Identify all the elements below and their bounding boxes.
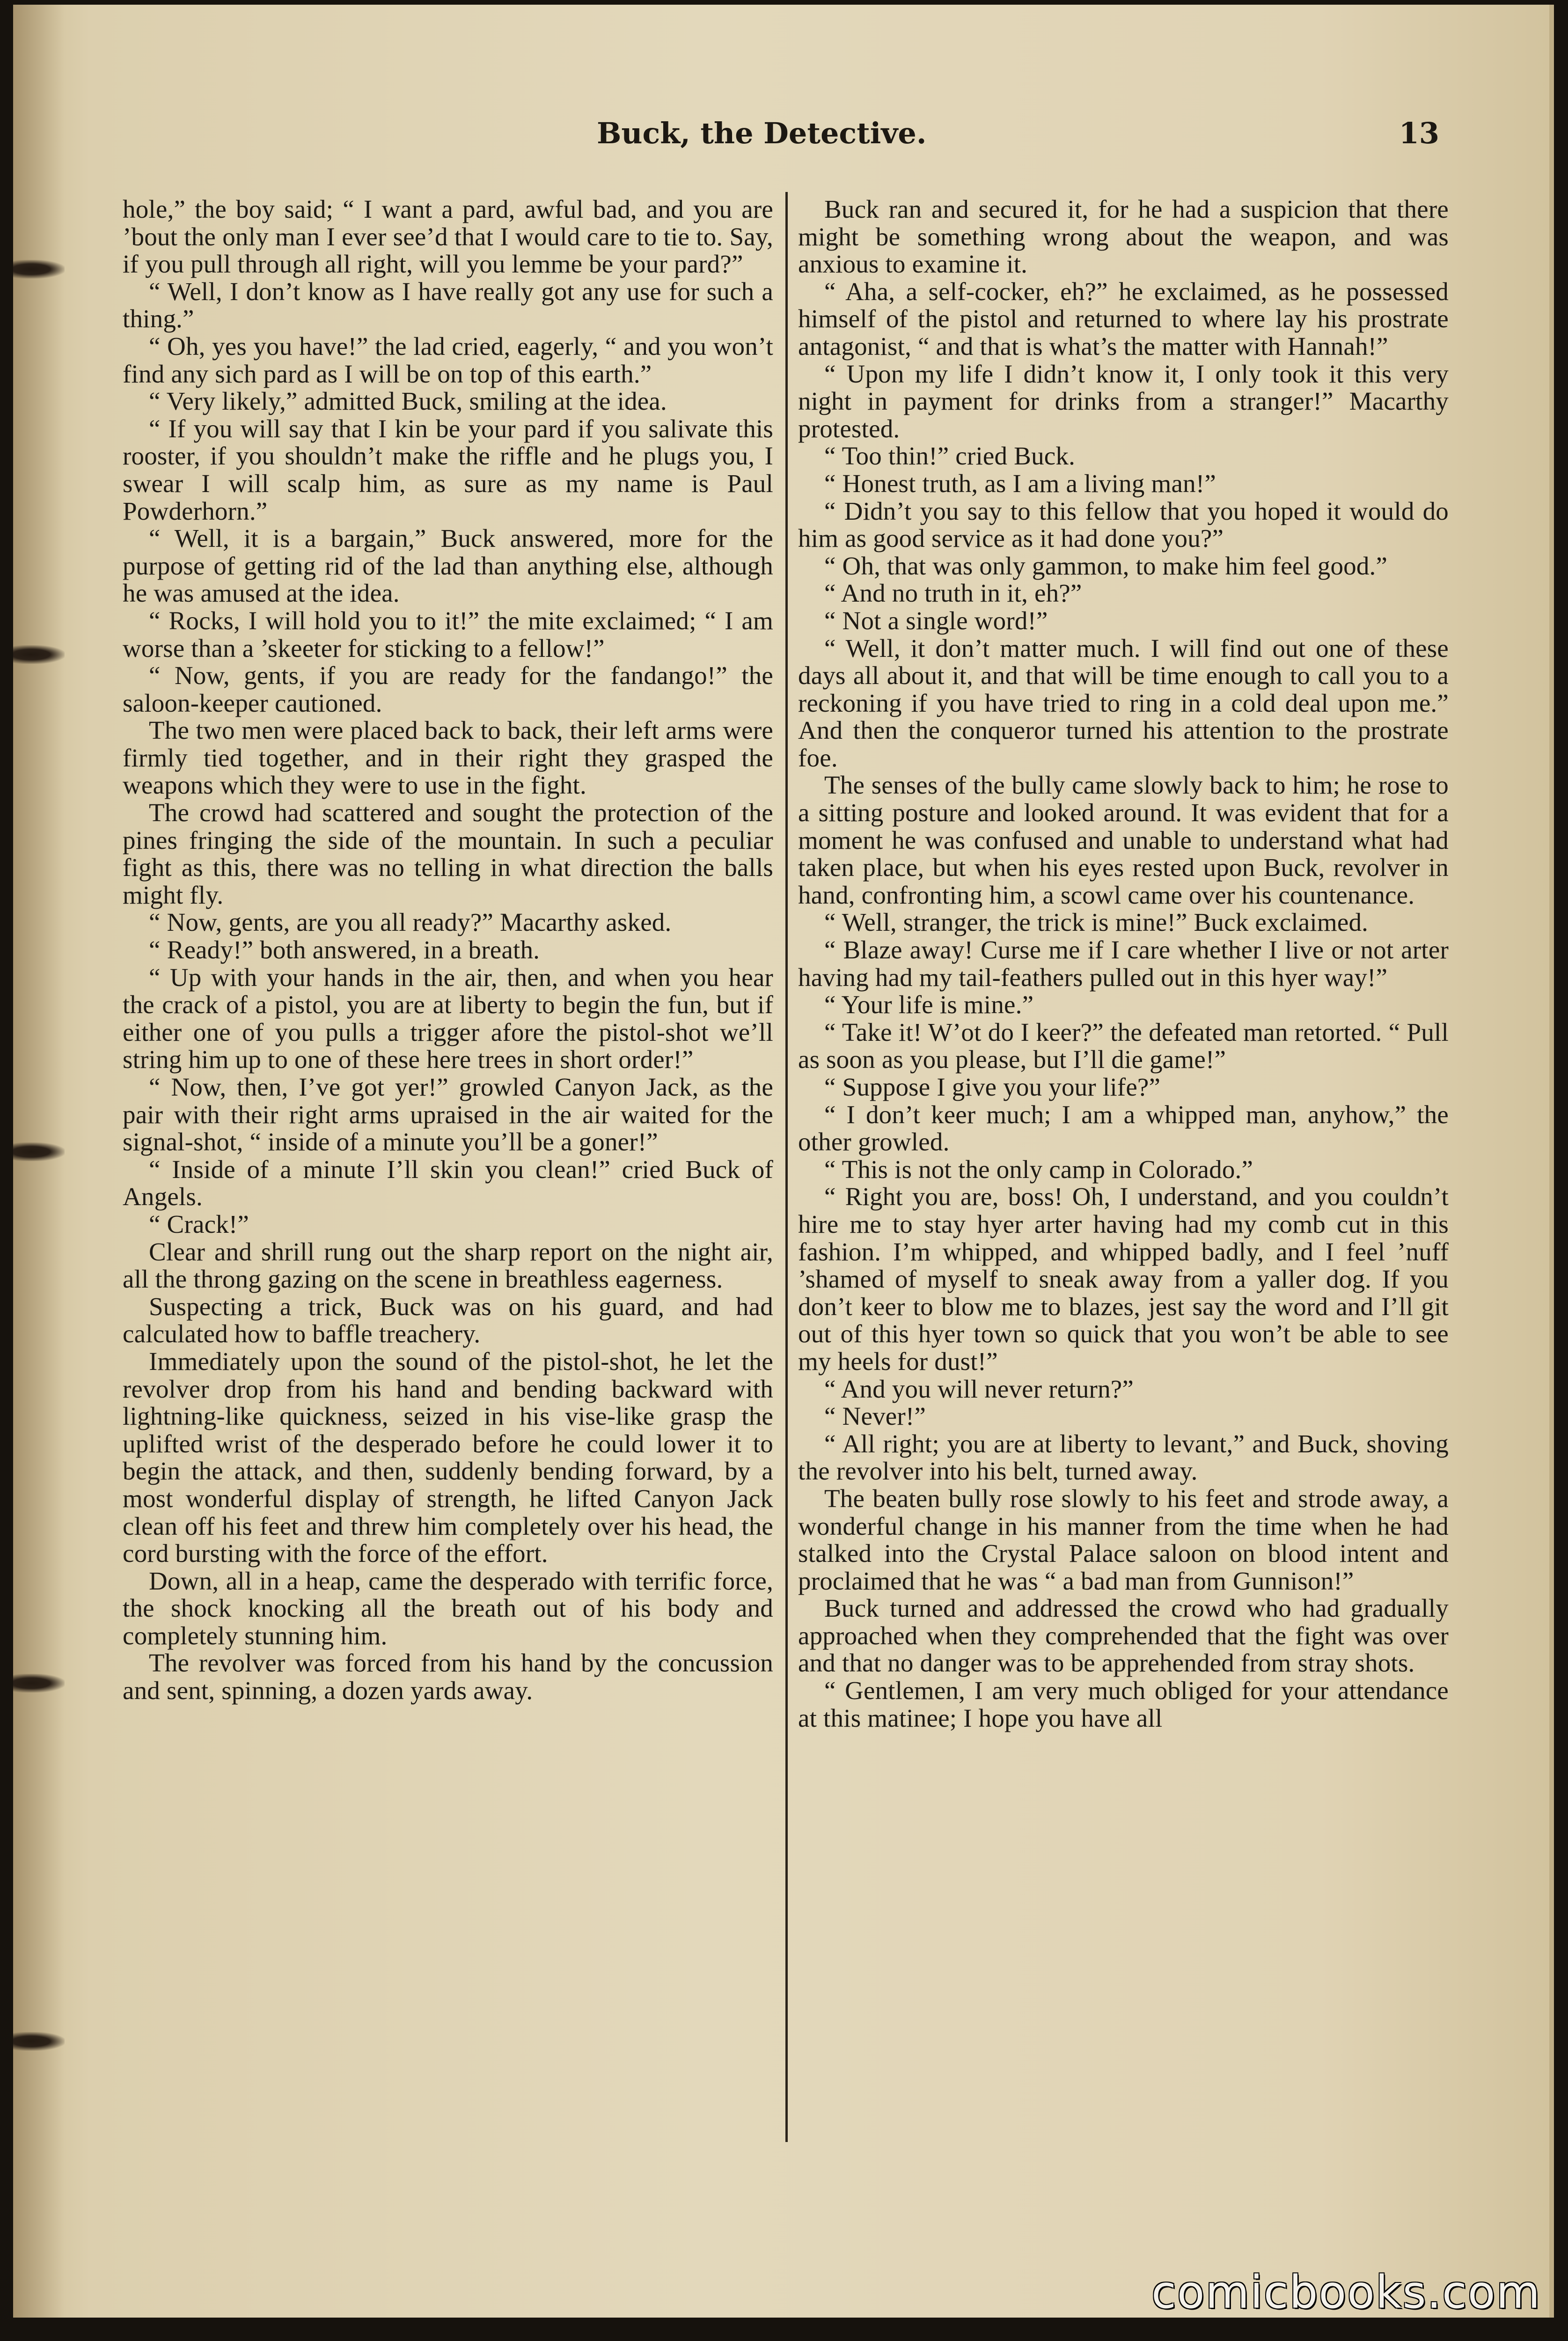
paragraph: Immediately upon the sound of the pistol-shot, he let the revolver drop from his hand and bending backward with lightning-like quickness, seized in his vise-like grasp the uplifted wrist of the desperado before he could lower it to begin the attack, and then, suddenly bending forward, by a most wonderful display of strength, he lifted Canyon Jack clean off his feet and threw him completely over his head, the cord bursting with the force of the effort. — [123, 1347, 773, 1568]
paragraph: “ Now, then, I’ve got yer!” growled Canyon Jack, as the pair with their right arms upraised in the air waited for the signal-shot, “ inside of a minute you’ll be a goner!” — [123, 1073, 773, 1156]
paragraph: “ Very likely,” admitted Buck, smiling at the idea. — [149, 387, 667, 416]
paragraph: hole,” the boy said; “ I want a pard, awful bad, and you are ’bout the only man I ever see’d that I would care to tie to. Say, if you pull through all right, will you lemme be your pard?” — [123, 196, 773, 279]
paragraph: “ If you will say that I kin be your pard if you salivate this rooster, if you shouldn’t make the riffle and he plugs you, I swear I will scalp him, as sure as my name is Paul Powderhorn.” — [123, 414, 773, 525]
paragraph: “ Well, stranger, the trick is mine!” Buck exclaimed. — [824, 908, 1369, 937]
paragraph: Suspecting a trick, Buck was on his guard, and had calculated how to baffle treachery. — [123, 1292, 773, 1348]
paragraph: “ Rocks, I will hold you to it!” the mite exclaimed; “ I am worse than a ’skeeter for sticking to a fellow!” — [123, 606, 773, 663]
paragraph: “ This is not the only camp in Colorado.” — [824, 1155, 1253, 1184]
paragraph: “ Upon my life I didn’t know it, I only took it this very night in payment for drinks from a stranger!” Macarthy protested. — [798, 359, 1449, 443]
column-rule — [785, 192, 788, 2142]
paragraph: “ Crack!” — [149, 1209, 249, 1238]
paragraph: “ Ready!” both answered, in a breath. — [149, 935, 540, 964]
paragraph: “ Suppose I give you your life?” — [824, 1073, 1161, 1101]
right-column — [798, 196, 1449, 2153]
paragraph: The senses of the bully came slowly back to him; he rose to a sitting posture and looked around. It was evident that for a moment he was confused and unable to understand what had taken place, but when his eyes rested upon Buck, revolver in hand, confronting him, a scowl came over his countenance. — [798, 771, 1449, 909]
paragraph: The crowd had scattered and sought the protection of the pines fringing the side of the mountain. In such a peculiar fight as this, there was no telling in what direction the balls might fly. — [123, 798, 773, 909]
paragraph: “ Never!” — [824, 1402, 926, 1431]
binding-stitch — [13, 645, 65, 664]
paragraph: “ Well, it is a bargain,” Buck answered, more for the purpose of getting rid of the lad than anything else, although he was amused at the idea. — [123, 524, 773, 608]
paragraph: “ Too thin!” cried Buck. — [824, 442, 1076, 471]
paragraph: “ And you will never return?” — [824, 1374, 1134, 1403]
paragraph: The beaten bully rose slowly to his feet and strode away, a wonderful change in his manner from the time when he had stalked into the Crystal Palace saloon on blood intent and proclaimed that he was “ a bad man from Gunnison!” — [798, 1484, 1449, 1595]
paragraph: “ Blaze away! Curse me if I care whether I live or not arter having had my tail-feathers pulled out in this hyer way!” — [798, 935, 1449, 992]
paragraph: “ Oh, yes you have!” the lad cried, eagerly, “ and you won’t find any sich pard as I will be on top of this earth.” — [123, 331, 773, 388]
paragraph: “ And no truth in it, eh?” — [824, 579, 1082, 608]
paragraph: “ Well, I don’t know as I have really got any use for such a thing.” — [123, 277, 773, 333]
paragraph: Buck ran and secured it, for he had a suspicion that there might be something wrong about the weapon, and was anxious to examine it. — [798, 196, 1449, 279]
paragraph: “ All right; you are at liberty to levant,” and Buck, shoving the revolver into his belt, turned away. — [798, 1429, 1449, 1486]
paragraph: Buck turned and addressed the crowd who had gradually approached when they comprehended that the fight was over and that no danger was to be apprehended from stray shots. — [798, 1594, 1449, 1678]
paragraph: “ Well, it don’t matter much. I will find out one of these days all about it, and that will be time enough to call you to a reckoning if you have tried to ring in a cold deal upon me.” And then the conqueror turned his attention to the prostrate foe. — [798, 633, 1449, 772]
binding-stitch — [13, 2032, 65, 2051]
paragraph: “ Your life is mine.” — [824, 990, 1034, 1019]
paragraph: “ Now, gents, are you all ready?” Macarthy asked. — [149, 908, 672, 937]
paragraph: “ Inside of a minute I’ll skin you clean!” cried Buck of Angels. — [123, 1155, 773, 1211]
paragraph: Clear and shrill rung out the sharp report on the night air, all the throng gazing on the scene in breathless eagerness. — [123, 1237, 773, 1294]
binding-stitch — [13, 1674, 65, 1693]
site-watermark: comicbooks.com — [1151, 2266, 1541, 2319]
paragraph: “ Didn’t you say to this fellow that you hoped it would do him as good service as it had done you?” — [798, 496, 1449, 553]
paragraph: The two men were placed back to back, their left arms were firmly tied together, and in their right they grasped the weapons which they were to use in the fight. — [123, 716, 773, 800]
running-header — [597, 116, 1439, 163]
binding-stitch — [13, 260, 65, 279]
page-number: 13 — [1399, 116, 1439, 150]
paragraph: “ Now, gents, if you are ready for the fandango!” the saloon-keeper cautioned. — [123, 661, 773, 717]
paragraph: “ I don’t keer much; I am a whipped man, anyhow,” the other growled. — [798, 1100, 1449, 1156]
binding-stitch — [13, 1142, 65, 1161]
paragraph: “ Not a single word!” — [824, 606, 1048, 635]
paragraph: “ Take it! W’ot do I keer?” the defeated man retorted. “ Pull as soon as you please, but I’ll die game!” — [798, 1017, 1449, 1074]
paragraph: “ Aha, a self-cocker, eh?” he exclaimed, as he possessed himself of the pistol and returned to where lay his prostrate antagonist, “ and that is what’s the matter with Hannah!” — [798, 277, 1449, 361]
paragraph: Down, all in a heap, came the desperado with terrific force, the shock knocking all the breath out of his body and completely stunning him. — [123, 1566, 773, 1650]
left-column — [123, 196, 773, 2153]
paragraph: The revolver was forced from his hand by the concussion and sent, spinning, a dozen yards away. — [123, 1649, 773, 1705]
paragraph: “ Gentlemen, I am very much obliged for your attendance at this matinee; I hope you have all — [798, 1676, 1449, 1732]
paragraph: “ Oh, that was only gammon, to make him feel good.” — [824, 551, 1388, 580]
paragraph: “ Up with your hands in the air, then, and when you hear the crack of a pistol, you are at liberty to begin the fun, but if either one of you pulls a trigger afore the pistol-shot we’ll string him up to one of these here trees in short order!” — [123, 963, 773, 1074]
paragraph: “ Honest truth, as I am a living man!” — [824, 469, 1216, 498]
page-gutter-shadow — [13, 5, 65, 2318]
running-title: Buck, the Detective. — [597, 116, 927, 150]
paragraph: “ Right you are, boss! Oh, I understand, and you couldn’t hire me to stay hyer arter having had my comb cut in this fashion. I’m whipped, and whipped badly, and I feel ’nuff ’shamed of myself to sneak away from a yaller dog. If you don’t keer to blow me to blazes, jest say the word and I’ll git out of this hyer town so quick that you won’t be able to see my heels for dust!” — [798, 1182, 1449, 1376]
